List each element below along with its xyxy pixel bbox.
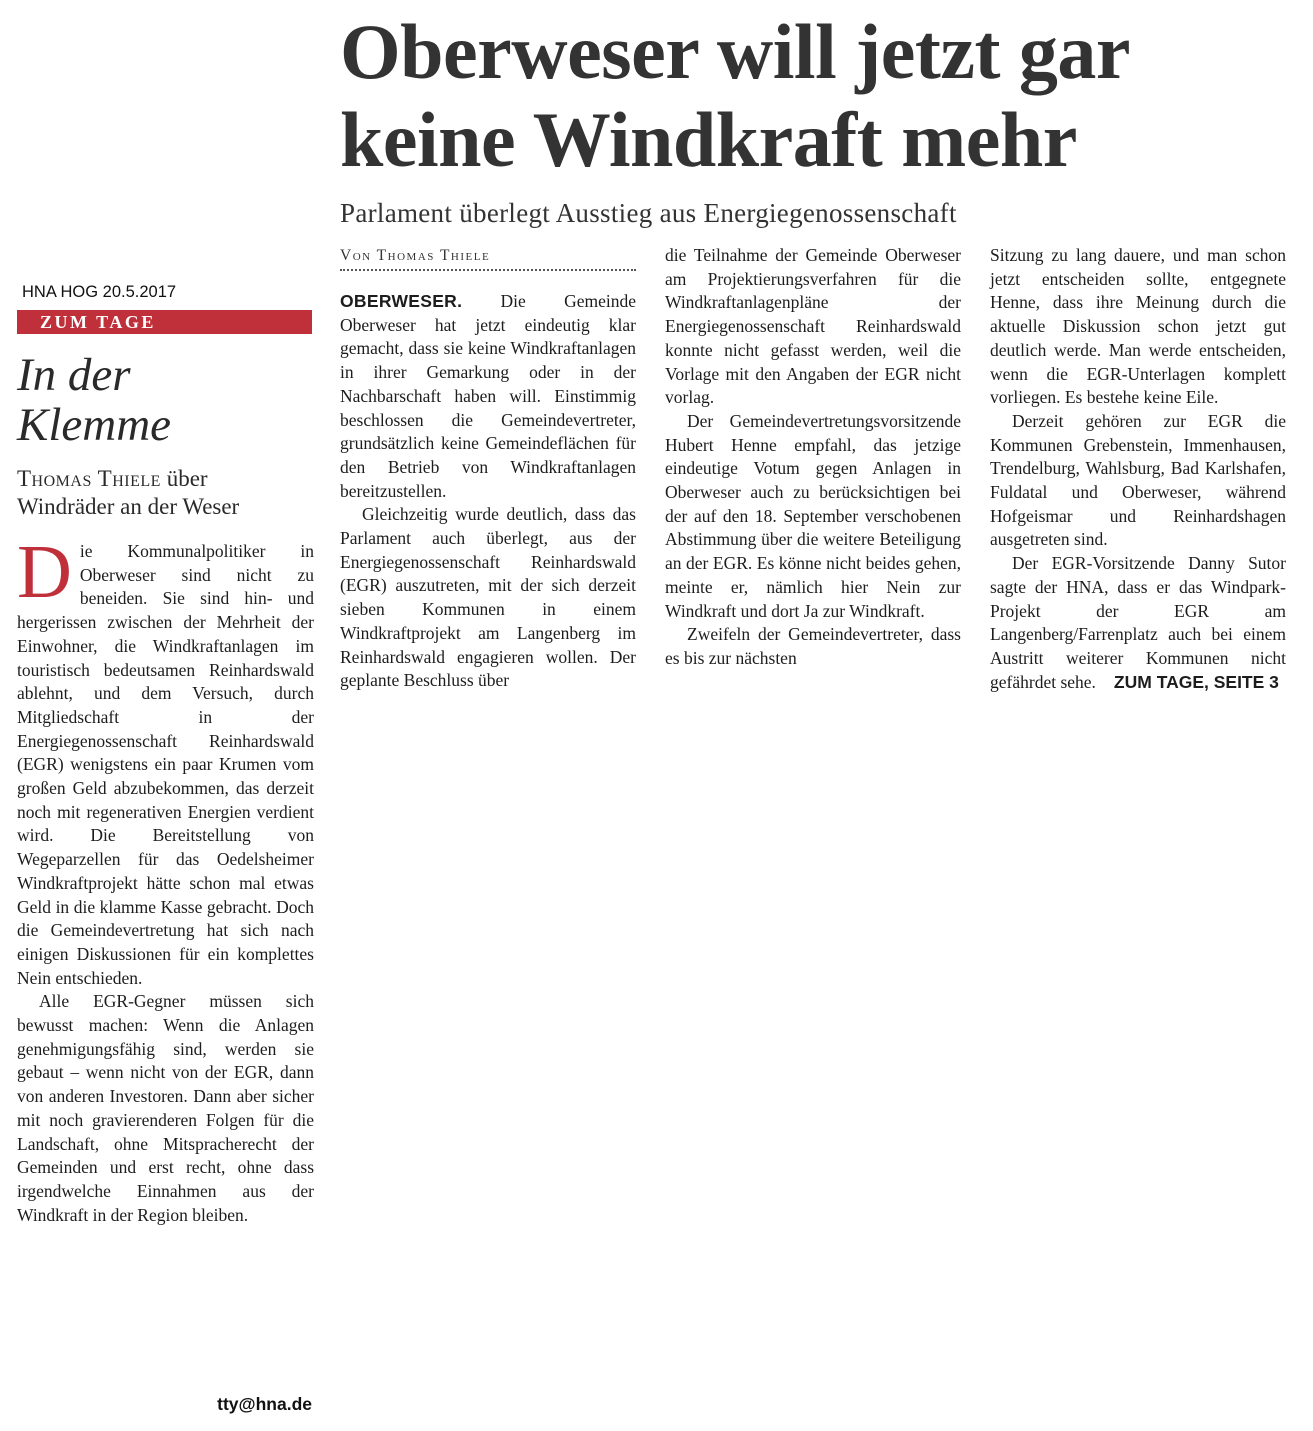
comment-kicker	[17, 465, 317, 521]
comment-paragraph-1-text: ie Kommunalpolitiker in Oberweser sind nicht zu beneiden. Sie sind hin- und hergerissen zwischen der Mehrheit der Einwohner, die Windkraftanlagen im touristisch bedeutsamen Reinhardswald ablehnt, und dem Versuch, durch Mitgliedschaft in der Energiegenossenschaft Reinhardswald (EGR) wenigstens ein paar Krumen vom großen Geld abzubekommen, das derzeit noch mit regenerativen Energien verdient wird. Die Bereitstellung von Wegeparzellen für das Oedelsheimer Windkraftprojekt hätte schon mal etwas Geld in die klamme Kasse gebracht. Doch die Gemeindevertretung hat sich nach einigen Diskussionen für ein komplettes Nein entschieden.	[17, 541, 314, 988]
comment-kicker-line1: über	[160, 466, 208, 491]
comment-paragraph	[17, 530, 314, 990]
main-headline-line2: keine Windkraft mehr	[340, 96, 1077, 183]
dropcap: D	[17, 530, 72, 614]
article-paragraph-text: Die Gemeinde Oberweser hat jetzt eindeutig klar gemacht, dass sie keine Windkraftanlagen in ihrer Gemarkung oder in der Nachbarschaft haben will. Einstimmig beschlossen die Gemeindevertreter, grundsätzlich keine Gemeindeflächen für den Betrieb von Windkraftanlagen bereitzustellen.	[340, 291, 636, 501]
article-paragraph: Zweifeln der Gemeindevertreter, dass es bis zur nächsten	[665, 624, 961, 668]
comment-paragraph: Alle EGR-Gegner müssen sich bewusst machen: Wenn die Anlagen genehmigungsfähig sind, werden sie gebaut – wenn nicht von der EGR, dann von anderen Investoren. Dann aber sicher mit noch gravierenderen Folgen für die Landschaft, ohne Mitspracherecht der Gemeinden und erst recht, ohne dass irgendwelche Einnahmen aus der Windkraft in der Region bleiben.	[17, 991, 314, 1225]
author-email: tty@hna.de	[217, 1394, 312, 1414]
comment-kicker-author: Thomas Thiele	[17, 466, 161, 491]
comment-headline-line2: Klemme	[17, 399, 172, 451]
article-paragraph: Sitzung zu lang dauere, und man schon jetzt entscheiden sollte, entgegnete Henne, dass ihre Meinung durch die aktuelle Diskussion schon jetzt gut deutlich werde. Man werde entscheiden, wenn die EGR-Unterlagen komplett vorliegen. Es bestehe keine Eile.	[990, 245, 1286, 408]
page-reference: ZUM TAGE, SEITE 3	[1113, 671, 1279, 692]
article-paragraph-text: Der EGR-Vorsitzende Danny Sutor sagte der HNA, dass er das Windpark-Projekt der EGR am Langenberg/Farrenplatz auch bei einem Austritt weiterer Kommunen nicht gefährdet sehe.	[990, 553, 1286, 692]
dateline: OBERWESER.	[340, 291, 463, 311]
article-paragraph: Der Gemeindevertretungsvorsitzende Hubert Henne empfahl, das jetzige eindeutige Votum gegen Anlagen in Oberweser auch zu berücksichtigen bei der auf den 18. September verschobenen Abstimmung über die weitere Beteiligung an der EGR. Es könne nicht beides gehen, meinte er, nämlich hier Nein zur Windkraft und dort Ja zur Windkraft.	[665, 410, 961, 621]
article-column-3	[990, 244, 1286, 694]
article-paragraph	[990, 552, 1286, 694]
comment-headline-line1: In der	[17, 349, 131, 401]
article-column-2	[665, 244, 961, 671]
article-paragraph: Derzeit gehören zur EGR die Kommunen Grebenstein, Immenhausen, Trendelburg, Wahlsburg, Bad Karlshafen, Fuldatal und Oberweser, während Hofgeismar und Reinhardshagen ausgetreten sind.	[990, 410, 1286, 550]
main-headline-line1: Oberweser will jetzt gar	[340, 8, 1131, 95]
comment-body	[17, 530, 314, 1227]
main-headline	[340, 8, 1300, 184]
source-tag: HNA HOG 20.5.2017	[22, 283, 177, 301]
main-subline: Parlament überlegt Ausstieg aus Energiegenossenschaft	[340, 198, 957, 228]
article-paragraph	[340, 290, 636, 503]
article-paragraph: die Teilnahme der Gemeinde Oberweser am Projektierungsverfahren für die Windkraftanlagenpläne der Energiegenossenschaft Reinhardswald konnte nicht gefasst werden, weil die Vorlage mit den Angaben der EGR nicht vorlag.	[665, 245, 961, 408]
byline: Von Thomas Thiele	[340, 247, 636, 271]
article-column-1	[340, 290, 636, 693]
article-paragraph: Gleichzeitig wurde deutlich, dass das Parlament auch überlegt, aus der Energiegenossenschaft Reinhardswald (EGR) auszutreten, mit der sich derzeit sieben Kommunen in einem Windkraftprojekt am Langenberg im Reinhardswald engagieren wollen. Der geplante Beschluss über	[340, 504, 636, 691]
comment-headline	[17, 350, 317, 450]
section-label: ZUM TAGE	[40, 312, 156, 332]
comment-kicker-line2: Windräder an der Weser	[17, 494, 240, 519]
